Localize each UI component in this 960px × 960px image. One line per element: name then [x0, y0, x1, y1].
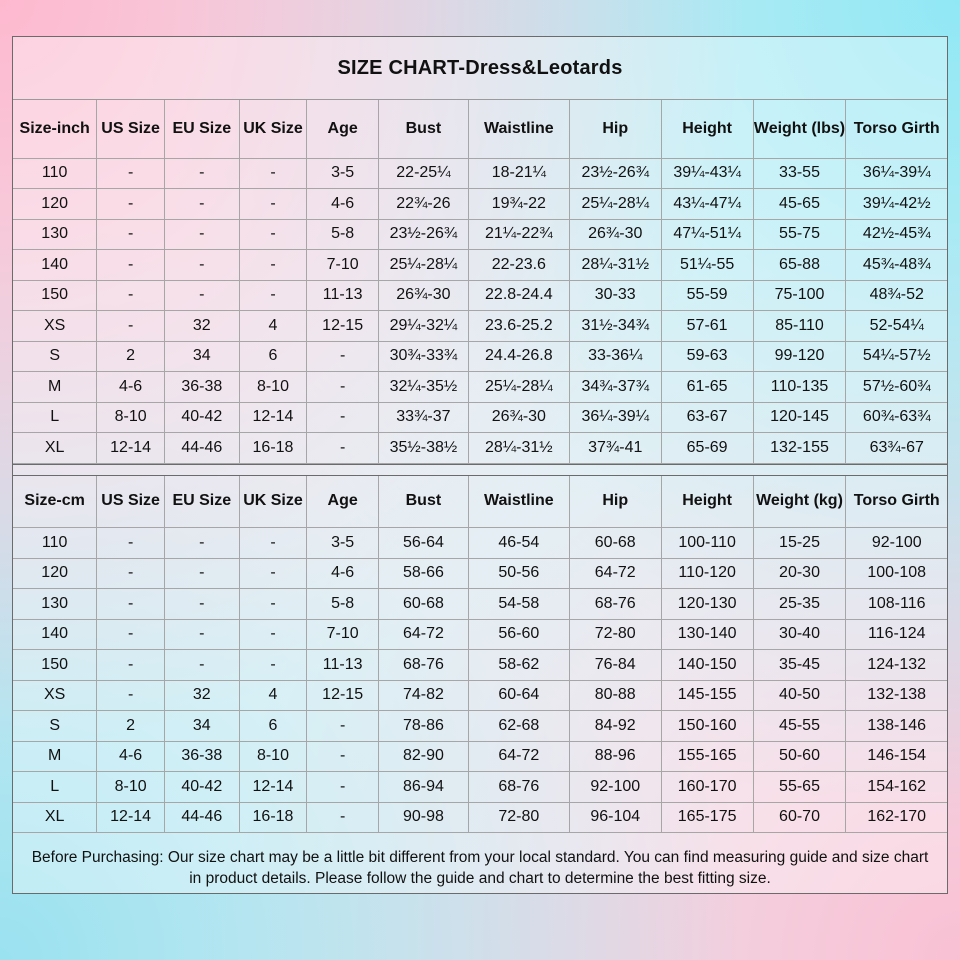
inch-table-cell: 99-120 [753, 341, 846, 372]
inch-table-cell: 65-69 [661, 433, 753, 464]
cm-table-cell: 20-30 [753, 558, 846, 589]
cm-table-cell: 110 [13, 528, 97, 559]
inch-table-row [13, 250, 947, 281]
inch-table-cell: 2 [97, 341, 165, 372]
inch-table-cell: 55-75 [753, 219, 846, 250]
cm-table-cell: 124-132 [846, 650, 947, 681]
inch-table-cell: 33-36¼ [569, 341, 661, 372]
inch-table-cell: 4-6 [97, 372, 165, 403]
cm-table-cell: 50-60 [753, 741, 846, 772]
cm-table-cell: 44-46 [164, 802, 239, 833]
cm-table-cell: 2 [97, 711, 165, 742]
cm-table-cell: - [97, 650, 165, 681]
inch-header-cell: Height [661, 100, 753, 158]
cm-header-cell: Waistline [468, 476, 569, 528]
cm-table-cell: 145-155 [661, 680, 753, 711]
cm-header-cell: Weight (kg) [753, 476, 846, 528]
cm-table-cell: 60-64 [468, 680, 569, 711]
cm-table-cell: 40-42 [164, 772, 239, 803]
cm-table-cell: 34 [164, 711, 239, 742]
inch-table-cell: 8-10 [97, 402, 165, 433]
inch-table-cell: 85-110 [753, 311, 846, 342]
cm-table-cell: 30-40 [753, 619, 846, 650]
inch-table-cell: 57½-60¾ [846, 372, 947, 403]
inch-table-cell: 12-15 [307, 311, 379, 342]
cm-table-cell: 154-162 [846, 772, 947, 803]
inch-table-cell: 30-33 [569, 280, 661, 311]
cm-table-row [13, 589, 947, 620]
inch-table-cell: 21¼-22¾ [468, 219, 569, 250]
cm-table-cell: 74-82 [378, 680, 468, 711]
inch-table-cell: 110-135 [753, 372, 846, 403]
cm-table-cell: 92-100 [569, 772, 661, 803]
inch-header-cell: Age [307, 100, 379, 158]
cm-table-row [13, 650, 947, 681]
inch-table-cell: 19¾-22 [468, 189, 569, 220]
inch-table-cell: - [164, 250, 239, 281]
cm-header-cell: Torso Girth [846, 476, 947, 528]
inch-table-cell: 12-14 [97, 433, 165, 464]
inch-table-cell: 37¾-41 [569, 433, 661, 464]
inch-table-cell: 29¼-32¼ [378, 311, 468, 342]
cm-table-cell: L [13, 772, 97, 803]
cm-table-cell: 16-18 [239, 802, 307, 833]
inch-table-cell: 3-5 [307, 158, 379, 189]
cm-table-cell: 120-130 [661, 589, 753, 620]
inch-table-cell: 47¼-51¼ [661, 219, 753, 250]
inch-header-cell: Waistline [468, 100, 569, 158]
inch-table-row [13, 372, 947, 403]
inch-table-cell: 61-65 [661, 372, 753, 403]
inch-table-cell: - [239, 189, 307, 220]
cm-table-cell: 4-6 [97, 741, 165, 772]
cm-table-cell: 68-76 [378, 650, 468, 681]
cm-table-cell: 12-15 [307, 680, 379, 711]
cm-size-table [13, 476, 947, 834]
inch-table-cell: - [97, 280, 165, 311]
inch-header-cell: Bust [378, 100, 468, 158]
cm-table-cell: 165-175 [661, 802, 753, 833]
cm-table-cell: 50-56 [468, 558, 569, 589]
inch-table-cell: 23½-26¾ [378, 219, 468, 250]
cm-table-header [13, 476, 947, 528]
inch-table-row [13, 189, 947, 220]
inch-table-cell: 28¼-31½ [468, 433, 569, 464]
inch-table-cell: 4-6 [307, 189, 379, 220]
cm-table-cell: 58-62 [468, 650, 569, 681]
cm-table-cell: 64-72 [569, 558, 661, 589]
cm-table-cell: 64-72 [468, 741, 569, 772]
inch-table-cell: 5-8 [307, 219, 379, 250]
cm-table-row [13, 619, 947, 650]
inch-table-cell: - [97, 250, 165, 281]
inch-table-cell: 36¼-39¼ [569, 402, 661, 433]
cm-header-cell: EU Size [164, 476, 239, 528]
purchase-note: Before Purchasing: Our size chart may be a little bit different from your local standard. You can find measuring guide and size chart in product details. Please follow the guide and chart to determine the best fitting size. [31, 849, 929, 887]
cm-table-cell: 92-100 [846, 528, 947, 559]
cm-header-cell: Age [307, 476, 379, 528]
cm-table-cell: - [307, 741, 379, 772]
cm-header-cell: Size-cm [13, 476, 97, 528]
cm-table-cell: 120 [13, 558, 97, 589]
chart-title: SIZE CHART-Dress&Leotards [13, 37, 947, 100]
cm-table-cell: 116-124 [846, 619, 947, 650]
inch-header-cell: Torso Girth [846, 100, 947, 158]
inch-table-cell: S [13, 341, 97, 372]
cm-table-row [13, 772, 947, 803]
inch-table-cell: 45¾-48¾ [846, 250, 947, 281]
inch-table-cell: 55-59 [661, 280, 753, 311]
cm-table-cell: 155-165 [661, 741, 753, 772]
cm-table-cell: - [239, 589, 307, 620]
cm-table-cell: 130-140 [661, 619, 753, 650]
inch-table-cell: 25¼-28¼ [378, 250, 468, 281]
cm-table-cell: 60-68 [569, 528, 661, 559]
size-chart [12, 36, 948, 894]
cm-table-cell: 82-90 [378, 741, 468, 772]
cm-table-cell: - [97, 619, 165, 650]
cm-table-cell: 7-10 [307, 619, 379, 650]
inch-table-body [13, 158, 947, 463]
inch-table-cell: 32¼-35½ [378, 372, 468, 403]
cm-table-cell: 62-68 [468, 711, 569, 742]
inch-table-cell: 16-18 [239, 433, 307, 464]
cm-table-cell: 100-110 [661, 528, 753, 559]
inch-table-cell: 57-61 [661, 311, 753, 342]
cm-table-cell: 132-138 [846, 680, 947, 711]
cm-table-cell: 96-104 [569, 802, 661, 833]
cm-table-cell: - [239, 619, 307, 650]
inch-table-cell: - [307, 433, 379, 464]
cm-table-cell: 80-88 [569, 680, 661, 711]
inch-table-cell: 18-21¼ [468, 158, 569, 189]
inch-table-cell: - [97, 219, 165, 250]
inch-table-cell: 45-65 [753, 189, 846, 220]
cm-table-cell: XL [13, 802, 97, 833]
cm-table-cell: 138-146 [846, 711, 947, 742]
inch-table-cell: 54¼-57½ [846, 341, 947, 372]
cm-table-cell: 12-14 [97, 802, 165, 833]
inch-table-cell: 28¼-31½ [569, 250, 661, 281]
inch-size-table [13, 100, 947, 464]
cm-table-cell: 11-13 [307, 650, 379, 681]
cm-table-cell: 25-35 [753, 589, 846, 620]
inch-table-cell: 43¼-47¼ [661, 189, 753, 220]
cm-table-cell: - [307, 711, 379, 742]
cm-table-cell: 130 [13, 589, 97, 620]
inch-header-cell: UK Size [239, 100, 307, 158]
cm-table-cell: 15-25 [753, 528, 846, 559]
cm-table-cell: 150 [13, 650, 97, 681]
inch-table-cell: 22-25¼ [378, 158, 468, 189]
cm-table-cell: 84-92 [569, 711, 661, 742]
inch-table-cell: - [164, 280, 239, 311]
inch-table-cell: 34¾-37¾ [569, 372, 661, 403]
cm-table-cell: - [164, 528, 239, 559]
cm-table-cell: M [13, 741, 97, 772]
cm-table-cell: 8-10 [97, 772, 165, 803]
cm-table-cell: 36-38 [164, 741, 239, 772]
inch-table-cell: 60¾-63¾ [846, 402, 947, 433]
inch-header-cell: Size-inch [13, 100, 97, 158]
cm-table-cell: 72-80 [468, 802, 569, 833]
cm-table-cell: 72-80 [569, 619, 661, 650]
inch-table-cell: 35½-38½ [378, 433, 468, 464]
cm-table-cell: - [97, 558, 165, 589]
inch-table-cell: 23.6-25.2 [468, 311, 569, 342]
cm-table-cell: - [164, 589, 239, 620]
inch-table-header [13, 100, 947, 158]
cm-table-cell: 110-120 [661, 558, 753, 589]
cm-header-cell: Bust [378, 476, 468, 528]
inch-table-cell: 23½-26¾ [569, 158, 661, 189]
cm-table-cell: 12-14 [239, 772, 307, 803]
inch-table-cell: XS [13, 311, 97, 342]
cm-table-row [13, 741, 947, 772]
cm-table-cell: 4 [239, 680, 307, 711]
cm-table-cell: S [13, 711, 97, 742]
cm-table-row [13, 680, 947, 711]
inch-table-cell: 42½-45¾ [846, 219, 947, 250]
inch-table-cell: 36¼-39¼ [846, 158, 947, 189]
cm-table-cell: - [164, 650, 239, 681]
cm-table-cell: - [97, 528, 165, 559]
inch-table-cell: 12-14 [239, 402, 307, 433]
inch-table-cell: 65-88 [753, 250, 846, 281]
inch-table-cell: 22.8-24.4 [468, 280, 569, 311]
inch-table-cell: - [164, 189, 239, 220]
inch-table-cell: 63¾-67 [846, 433, 947, 464]
cm-table-cell: 86-94 [378, 772, 468, 803]
inch-table-cell: 52-54¼ [846, 311, 947, 342]
inch-table-cell: - [239, 250, 307, 281]
inch-table-cell: 150 [13, 280, 97, 311]
inch-table-cell: - [97, 189, 165, 220]
cm-table-cell: 68-76 [468, 772, 569, 803]
cm-table-cell: 88-96 [569, 741, 661, 772]
cm-table-cell: 160-170 [661, 772, 753, 803]
inch-table-cell: 130 [13, 219, 97, 250]
cm-table-body [13, 528, 947, 833]
cm-table-cell: 68-76 [569, 589, 661, 620]
cm-table-cell: 54-58 [468, 589, 569, 620]
inch-table-row [13, 219, 947, 250]
cm-table-row [13, 711, 947, 742]
cm-table-cell: 56-64 [378, 528, 468, 559]
inch-table-cell: 48¾-52 [846, 280, 947, 311]
inch-table-cell: - [239, 158, 307, 189]
cm-header-cell: US Size [97, 476, 165, 528]
inch-header-cell: Hip [569, 100, 661, 158]
inch-table-cell: - [164, 219, 239, 250]
inch-table-cell: 26¾-30 [378, 280, 468, 311]
cm-table-row [13, 528, 947, 559]
inch-table-row [13, 280, 947, 311]
cm-table-cell: 56-60 [468, 619, 569, 650]
inch-table-cell: 120-145 [753, 402, 846, 433]
cm-table-cell: 35-45 [753, 650, 846, 681]
inch-table-cell: 59-63 [661, 341, 753, 372]
inch-table-row [13, 433, 947, 464]
cm-table-row [13, 558, 947, 589]
cm-table-cell: 4-6 [307, 558, 379, 589]
inch-table-cell: 132-155 [753, 433, 846, 464]
inch-table-cell: 22-23.6 [468, 250, 569, 281]
cm-table-cell: 5-8 [307, 589, 379, 620]
cm-header-cell: Hip [569, 476, 661, 528]
inch-table-row [13, 311, 947, 342]
inch-table-cell: 120 [13, 189, 97, 220]
inch-header-cell: US Size [97, 100, 165, 158]
inch-table-cell: 22¾-26 [378, 189, 468, 220]
inch-table-cell: 33-55 [753, 158, 846, 189]
inch-table-cell: 34 [164, 341, 239, 372]
cm-table-cell: - [164, 558, 239, 589]
inch-table-cell: 36-38 [164, 372, 239, 403]
inch-table-cell: 8-10 [239, 372, 307, 403]
cm-table-cell: 90-98 [378, 802, 468, 833]
cm-table-cell: 162-170 [846, 802, 947, 833]
table-separator [13, 464, 947, 476]
inch-table-cell: XL [13, 433, 97, 464]
inch-table-cell: L [13, 402, 97, 433]
cm-header-cell: UK Size [239, 476, 307, 528]
cm-table-cell: 60-68 [378, 589, 468, 620]
inch-table-cell: 25¼-28¼ [468, 372, 569, 403]
inch-header-cell: Weight (lbs) [753, 100, 846, 158]
cm-table-cell: 55-65 [753, 772, 846, 803]
inch-table-cell: 7-10 [307, 250, 379, 281]
cm-table-cell: 140-150 [661, 650, 753, 681]
inch-table-row [13, 341, 947, 372]
inch-table-cell: 140 [13, 250, 97, 281]
cm-table-cell: 32 [164, 680, 239, 711]
inch-table-cell: 4 [239, 311, 307, 342]
inch-table-cell: - [307, 372, 379, 403]
cm-table-cell: 146-154 [846, 741, 947, 772]
inch-table-cell: - [97, 158, 165, 189]
cm-table-cell: - [97, 680, 165, 711]
cm-table-cell: 76-84 [569, 650, 661, 681]
cm-table-cell: 108-116 [846, 589, 947, 620]
cm-table-cell: 140 [13, 619, 97, 650]
inch-table-cell: 33¾-37 [378, 402, 468, 433]
inch-table-cell: 110 [13, 158, 97, 189]
cm-table-cell: - [97, 589, 165, 620]
cm-table-cell: XS [13, 680, 97, 711]
inch-table-cell: 6 [239, 341, 307, 372]
inch-table-cell: 39¼-42½ [846, 189, 947, 220]
inch-table-cell: 40-42 [164, 402, 239, 433]
inch-table-cell: 63-67 [661, 402, 753, 433]
cm-table-cell: 150-160 [661, 711, 753, 742]
cm-table-cell: 64-72 [378, 619, 468, 650]
inch-table-row [13, 158, 947, 189]
cm-table-cell: 3-5 [307, 528, 379, 559]
cm-table-cell: - [239, 650, 307, 681]
cm-table-cell: 8-10 [239, 741, 307, 772]
cm-table-cell: - [164, 619, 239, 650]
inch-table-cell: 32 [164, 311, 239, 342]
cm-table-cell: - [307, 802, 379, 833]
cm-table-cell: 100-108 [846, 558, 947, 589]
inch-table-cell: 51¼-55 [661, 250, 753, 281]
inch-table-cell: 75-100 [753, 280, 846, 311]
cm-table-cell: 6 [239, 711, 307, 742]
inch-table-cell: - [307, 341, 379, 372]
inch-table-cell: - [239, 219, 307, 250]
cm-table-cell: - [239, 558, 307, 589]
cm-table-cell: 45-55 [753, 711, 846, 742]
inch-table-cell: - [239, 280, 307, 311]
cm-table-cell: 60-70 [753, 802, 846, 833]
inch-table-cell: 44-46 [164, 433, 239, 464]
cm-table-row [13, 802, 947, 833]
inch-table-cell: - [97, 311, 165, 342]
cm-table-cell: - [239, 528, 307, 559]
inch-table-cell: 30¾-33¾ [378, 341, 468, 372]
inch-table-cell: 25¼-28¼ [569, 189, 661, 220]
cm-table-cell: 40-50 [753, 680, 846, 711]
cm-table-cell: 58-66 [378, 558, 468, 589]
cm-table-cell: 46-54 [468, 528, 569, 559]
inch-table-cell: 11-13 [307, 280, 379, 311]
inch-table-cell: 39¼-43¼ [661, 158, 753, 189]
inch-table-row [13, 402, 947, 433]
inch-table-cell: - [164, 158, 239, 189]
inch-table-cell: 26¾-30 [468, 402, 569, 433]
inch-table-cell: M [13, 372, 97, 403]
cm-table-cell: 78-86 [378, 711, 468, 742]
inch-table-cell: - [307, 402, 379, 433]
inch-table-cell: 24.4-26.8 [468, 341, 569, 372]
cm-header-cell: Height [661, 476, 753, 528]
cm-table-cell: - [307, 772, 379, 803]
inch-table-cell: 31½-34¾ [569, 311, 661, 342]
inch-header-cell: EU Size [164, 100, 239, 158]
inch-table-cell: 26¾-30 [569, 219, 661, 250]
